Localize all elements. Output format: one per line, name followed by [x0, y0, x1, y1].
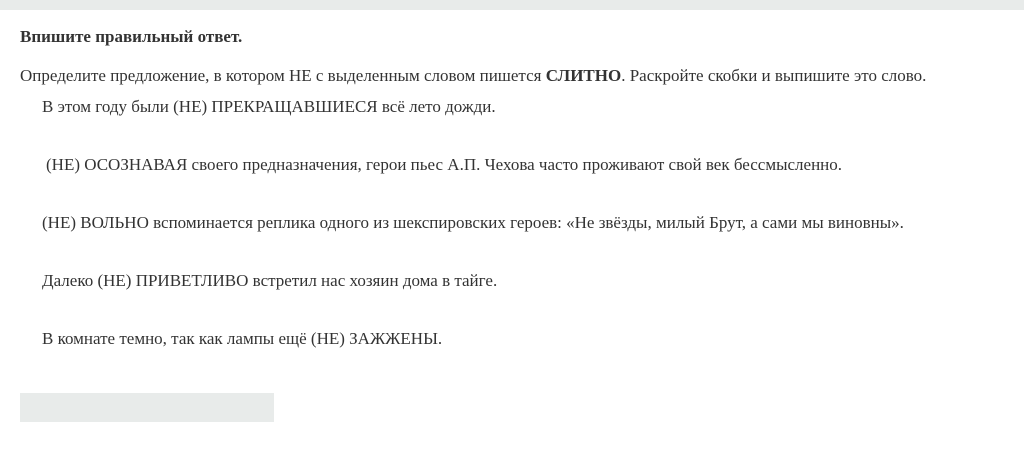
sentence-item: Далеко (НЕ) ПРИВЕТЛИВО встретил нас хозяин дома в тайге. — [42, 271, 498, 290]
sentence-item: (НЕ) ОСОЗНАВАЯ своего предназначения, герои пьес А.П. Чехова часто проживают свой век бессмысленно. — [46, 155, 843, 174]
sentence-item: В комнате темно, так как лампы ещё (НЕ) ЗАЖЖЕНЫ. — [42, 329, 443, 348]
sentence-list — [42, 96, 904, 386]
top-bar — [0, 0, 1024, 10]
sentence-item: В этом году были (НЕ) ПРЕКРАЩАВШИЕСЯ всё лето дожди. — [42, 97, 496, 116]
question-text — [20, 66, 926, 86]
question-emphasis: СЛИТНО — [545, 66, 622, 85]
instruction-heading: Впишите правильный ответ. — [20, 27, 243, 46]
answer-input[interactable] — [20, 393, 274, 422]
question-text-before: Определите предложение, в котором НЕ с выделенным словом пишется — [20, 66, 546, 85]
question-text-after: . Раскройте скобки и выпишите это слово. — [621, 66, 927, 85]
sentence-item: (НЕ) ВОЛЬНО вспоминается реплика одного из шекспировских героев: «Не звёзды, милый Брут, а сами мы виновны». — [42, 213, 904, 232]
